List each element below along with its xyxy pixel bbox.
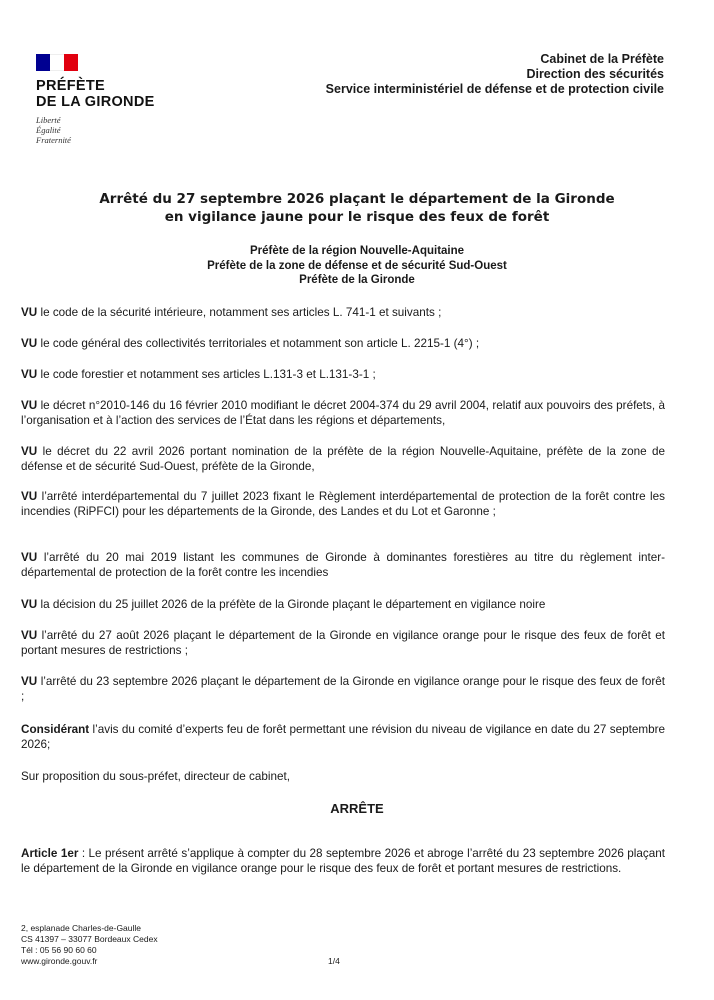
- visa-keyword: VU: [21, 551, 38, 564]
- visa-keyword: VU: [21, 445, 38, 458]
- visa-code-securite: [21, 305, 665, 320]
- prefecture-name-line2: DE LA GIRONDE: [36, 94, 155, 110]
- document-title: [0, 190, 714, 226]
- arrete-heading: ARRÊTE: [330, 801, 384, 816]
- authority-line2: Préfète de la zone de défense et de sécurité Sud-Ouest: [207, 259, 507, 272]
- visa-keyword: VU: [21, 337, 38, 350]
- authority-line1: Préfète de la région Nouvelle-Aquitaine: [249, 245, 465, 257]
- service-line1: Cabinet de la Préfète: [540, 52, 664, 66]
- service-line2: Direction des sécurités: [526, 67, 664, 81]
- visa-text: l’arrêté du 23 septembre 2026 plaçant le département de la Gironde en vigilance orange pour le risque des feux de forêt ;: [21, 675, 665, 703]
- visa-decret-2010: [21, 398, 665, 428]
- visa-text: l’arrêté du 20 mai 2019 listant les communes de Gironde à dominantes forestières au titre du règlement inter-départemental de protection de la forêt contre les incendies: [21, 551, 665, 579]
- article-1-label: Article 1er: [21, 847, 79, 860]
- visa-keyword: VU: [21, 306, 38, 319]
- visa-arrete-ripfci: [21, 489, 665, 519]
- prefecture-name-line1: PRÉFÈTE: [36, 78, 105, 94]
- visa-cgct: [21, 336, 665, 351]
- visa-decision-juillet: [21, 597, 665, 612]
- authority-line3: Préfète de la Gironde: [299, 274, 415, 286]
- proposal: [21, 769, 665, 784]
- visa-text: le code général des collectivités territoriales et notamment son article L. 2215-1 (4°) ;: [37, 337, 480, 350]
- footer-phone: Tél : 05 56 90 60 60: [21, 945, 97, 955]
- visa-text: le décret du 22 avril 2026 portant nomination de la préfète de la région Nouvelle-Aquitaine, préfète de la zone de défense et de sécurité Sud-Ouest, préfète de la Gironde,: [21, 445, 665, 473]
- proposal-text: Sur proposition du sous-préfet, directeur de cabinet,: [21, 770, 290, 783]
- issuing-authority: [0, 244, 714, 288]
- considerant-text: l’avis du comité d’experts feu de forêt permettant une révision du niveau de vigilance en date du 27 septembre 2026;: [21, 723, 665, 751]
- visa-keyword: VU: [21, 598, 38, 611]
- visa-arrete-aout: [21, 628, 665, 658]
- republic-flag-icon: [36, 54, 78, 71]
- motto-egalite: Égalité: [36, 125, 61, 135]
- visa-arrete-2019: [21, 550, 665, 580]
- visa-text: l’arrêté du 27 août 2026 plaçant le département de la Gironde en vigilance orange pour le risque des feux de forêt et portant mesures de restrictions ;: [21, 629, 665, 657]
- issuing-service: [326, 52, 664, 97]
- visa-keyword: VU: [21, 675, 38, 688]
- visa-keyword: VU: [21, 368, 38, 381]
- visa-keyword: VU: [21, 399, 38, 412]
- republic-motto: [36, 115, 196, 145]
- motto-fraternite: Fraternité: [36, 135, 71, 145]
- visa-decret-nomination: [21, 444, 665, 474]
- visa-arrete-septembre: [21, 674, 665, 704]
- footer-address: [21, 923, 158, 967]
- visa-text: la décision du 25 juillet 2026 de la préfète de la Gironde plaçant le département en vigilance noire: [37, 598, 546, 611]
- visa-text: le code de la sécurité intérieure, notamment ses articles L. 741-1 et suivants ;: [37, 306, 442, 319]
- prefecture-logo: [36, 54, 196, 145]
- article-1-text: : Le présent arrêté s’applique à compter du 28 septembre 2026 et abroge l’arrêté du 23 septembre 2026 plaçant le département de la Gironde en vigilance orange pour le risque des feux de forêt et portant mesures de restrictions.: [21, 847, 665, 875]
- title-line2: en vigilance jaune pour le risque des feux de forêt: [164, 209, 550, 225]
- footer-postal: CS 41397 – 33077 Bordeaux Cedex: [21, 934, 158, 944]
- prefecture-name: [36, 78, 196, 110]
- title-line1: Arrêté du 27 septembre 2026 plaçant le département de la Gironde: [99, 191, 615, 207]
- considerant-keyword: Considérant: [21, 723, 90, 736]
- footer-street: 2, esplanade Charles-de-Gaulle: [21, 923, 142, 933]
- page-number: 1/4: [328, 956, 340, 966]
- service-line3: Service interministériel de défense et de protection civile: [325, 82, 664, 96]
- visa-keyword: VU: [21, 490, 38, 503]
- visa-keyword: VU: [21, 629, 38, 642]
- footer-website: www.gironde.gouv.fr: [21, 956, 98, 966]
- visa-text: le code forestier et notamment ses articles L.131-3 et L.131-3-1 ;: [37, 368, 376, 381]
- visa-text: l’arrêté interdépartemental du 7 juillet 2023 fixant le Règlement interdépartemental de protection de la forêt contre les incendies (RiPFCI) pour les départements de la Gironde, des Landes et du Lot et Garonne ;: [21, 490, 665, 518]
- visa-code-forestier: [21, 367, 665, 382]
- motto-liberte: Liberté: [36, 115, 61, 125]
- article-1: [21, 846, 665, 876]
- considerant: [21, 722, 665, 752]
- visa-text: le décret n°2010-146 du 16 février 2010 modifiant le décret 2004-374 du 29 avril 2004, relatif aux pouvoirs des préfets, à l’organisation et à l’action des services de l’État dans les régions et départements,: [21, 399, 665, 427]
